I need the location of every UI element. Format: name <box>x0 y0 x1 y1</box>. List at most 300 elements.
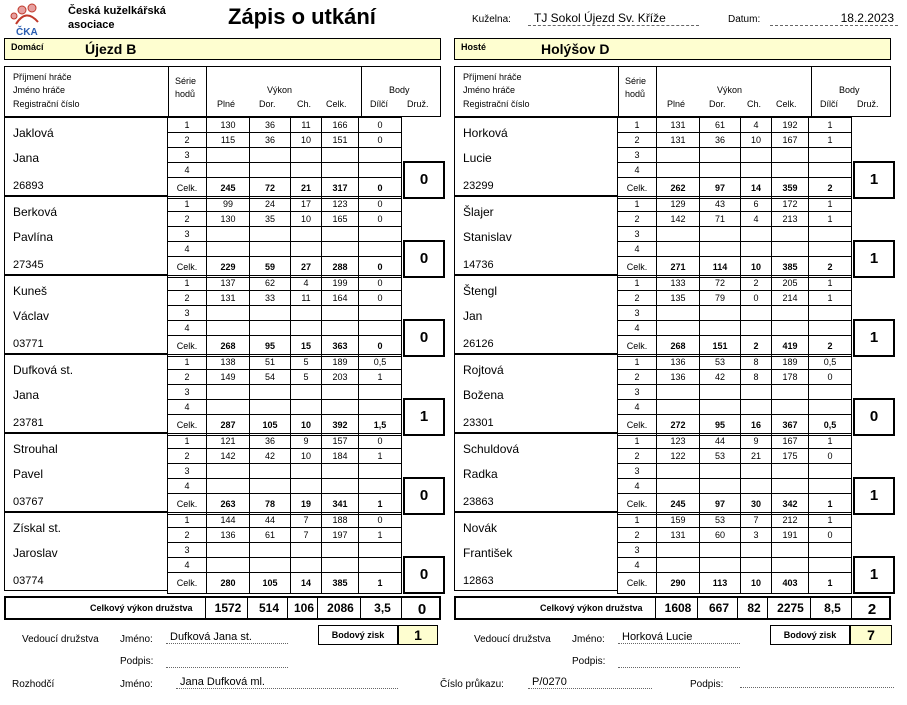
celk-label: Celk. <box>168 257 207 278</box>
series-value <box>772 242 809 257</box>
player-reg-number: 23781 <box>13 417 44 429</box>
series-number: 4 <box>618 242 657 257</box>
home-summary-vline <box>317 598 318 618</box>
total-value: 95 <box>250 336 291 357</box>
referee-name: Jana Dufková ml. <box>176 676 398 689</box>
total-value: 10 <box>741 573 772 594</box>
team-points-box: 1 <box>853 556 895 594</box>
team-points-box: 0 <box>403 240 445 278</box>
datum-value: 18.2.2023 <box>770 11 898 26</box>
series-value <box>291 400 322 415</box>
series-value: 6 <box>741 197 772 212</box>
player-surname: Horková <box>463 126 508 140</box>
series-value <box>657 163 700 178</box>
home-hdr-dilci: Dílčí <box>370 99 388 109</box>
series-number: 2 <box>618 449 657 464</box>
series-value <box>207 558 250 573</box>
series-number: 2 <box>618 291 657 306</box>
series-value <box>291 148 322 163</box>
series-value: 144 <box>207 513 250 528</box>
series-value: 136 <box>657 355 700 370</box>
player-surname: Berková <box>13 205 58 219</box>
series-value <box>700 148 741 163</box>
away-series-table <box>617 196 852 278</box>
series-number: 4 <box>618 163 657 178</box>
series-value: 11 <box>291 291 322 306</box>
series-value: 61 <box>700 118 741 133</box>
series-value <box>207 148 250 163</box>
total-value: 114 <box>700 257 741 278</box>
away-hdr-druz: Druž. <box>857 99 879 109</box>
total-value: 97 <box>700 494 741 515</box>
home-hdr-surname: Příjmení hráče <box>13 72 72 82</box>
series-value: 2 <box>741 276 772 291</box>
series-value: 192 <box>772 118 809 133</box>
total-value: 21 <box>291 178 322 199</box>
series-value: 53 <box>700 449 741 464</box>
home-hdr-vline <box>168 67 169 116</box>
player-reg-number: 26126 <box>463 338 494 350</box>
series-value: 129 <box>657 197 700 212</box>
away-hdr-vykon: Výkon <box>717 85 743 95</box>
series-value: 7 <box>741 513 772 528</box>
home-hdr-firstname: Jméno hráče <box>13 85 66 95</box>
series-value <box>700 306 741 321</box>
player-surname: Štengl <box>463 284 498 298</box>
series-number: 1 <box>618 355 657 370</box>
series-number: 2 <box>618 133 657 148</box>
series-value <box>250 543 291 558</box>
total-value: 78 <box>250 494 291 515</box>
series-value: 167 <box>772 133 809 148</box>
series-number: 4 <box>618 479 657 494</box>
series-value: 189 <box>322 355 359 370</box>
series-value <box>772 227 809 242</box>
series-value: 53 <box>700 355 741 370</box>
celk-label: Celk. <box>618 257 657 278</box>
home-hdr-druz: Druž. <box>407 99 429 109</box>
total-value: 10 <box>291 415 322 436</box>
series-value <box>359 321 402 336</box>
player-firstname: Jan <box>463 309 483 323</box>
kuzelna-value: TJ Sokol Újezd Sv. Kříže <box>528 11 699 26</box>
series-number: 1 <box>618 276 657 291</box>
series-value: 172 <box>772 197 809 212</box>
series-number: 2 <box>618 370 657 385</box>
series-value <box>250 464 291 479</box>
away-hdr-dor: Dor. <box>709 99 726 109</box>
total-value: 0 <box>359 336 402 357</box>
series-value: 165 <box>322 212 359 227</box>
total-value: 367 <box>772 415 809 436</box>
series-value <box>250 227 291 242</box>
home-team-bar <box>4 38 441 60</box>
series-number: 3 <box>168 543 207 558</box>
away-series-table <box>617 512 852 594</box>
series-value: 0 <box>359 212 402 227</box>
series-value <box>741 385 772 400</box>
series-value <box>700 163 741 178</box>
series-number: 4 <box>618 558 657 573</box>
series-value <box>772 558 809 573</box>
series-value: 0 <box>359 118 402 133</box>
series-value <box>741 163 772 178</box>
summary-value: 514 <box>258 601 280 615</box>
celk-label: Celk. <box>618 336 657 357</box>
series-value <box>207 227 250 242</box>
series-number: 4 <box>168 400 207 415</box>
series-value <box>291 163 322 178</box>
series-number: 1 <box>168 434 207 449</box>
summary-value: 2 <box>867 601 877 618</box>
series-value: 61 <box>250 528 291 543</box>
series-value <box>772 385 809 400</box>
total-value: 10 <box>741 257 772 278</box>
series-value <box>700 558 741 573</box>
summary-value: 2086 <box>327 601 354 615</box>
home-series-table <box>167 196 402 278</box>
home-player-cell <box>4 433 168 512</box>
player-firstname: Pavel <box>13 467 44 481</box>
series-value <box>322 464 359 479</box>
home-summary-vline <box>360 598 361 618</box>
series-value <box>700 227 741 242</box>
celk-label: Celk. <box>168 178 207 199</box>
total-value: 359 <box>772 178 809 199</box>
series-value: 136 <box>657 370 700 385</box>
player-firstname: Jaroslav <box>13 546 58 560</box>
series-value: 0 <box>359 133 402 148</box>
series-value: 7 <box>291 513 322 528</box>
away-sign-line <box>618 656 740 668</box>
series-value <box>657 385 700 400</box>
total-value: 245 <box>207 178 250 199</box>
series-value <box>291 227 322 242</box>
home-series-table <box>167 117 402 199</box>
away-hdr-vline <box>618 67 619 116</box>
total-value: 317 <box>322 178 359 199</box>
away-gain-value: 7 <box>850 625 892 645</box>
total-value: 2 <box>809 336 852 357</box>
series-value: 121 <box>207 434 250 449</box>
home-hdr-hodu: hodů <box>175 89 196 99</box>
series-value: 135 <box>657 291 700 306</box>
celk-label: Celk. <box>618 415 657 436</box>
series-value: 197 <box>322 528 359 543</box>
series-number: 4 <box>168 558 207 573</box>
cka-logo <box>4 2 62 36</box>
series-value: 72 <box>700 276 741 291</box>
series-value: 164 <box>322 291 359 306</box>
series-value <box>291 543 322 558</box>
total-value: 59 <box>250 257 291 278</box>
series-value <box>772 400 809 415</box>
series-number: 3 <box>618 385 657 400</box>
series-value: 17 <box>291 197 322 212</box>
series-value <box>657 558 700 573</box>
series-value: 130 <box>207 212 250 227</box>
total-value: 272 <box>657 415 700 436</box>
total-value: 385 <box>322 573 359 594</box>
series-value <box>809 148 852 163</box>
referee-label: Rozhodčí <box>12 679 55 690</box>
total-value: 0 <box>359 178 402 199</box>
total-value: 262 <box>657 178 700 199</box>
total-value: 0 <box>359 257 402 278</box>
total-value: 268 <box>207 336 250 357</box>
series-value <box>250 242 291 257</box>
series-value <box>359 306 402 321</box>
total-value: 2 <box>809 178 852 199</box>
home-gain-value: 1 <box>398 625 438 645</box>
series-value <box>700 464 741 479</box>
series-value <box>207 242 250 257</box>
total-value: 363 <box>322 336 359 357</box>
series-value <box>809 321 852 336</box>
series-number: 3 <box>168 306 207 321</box>
total-value: 2 <box>809 257 852 278</box>
series-value <box>772 306 809 321</box>
series-value <box>250 479 291 494</box>
org-name <box>68 4 178 32</box>
total-value: 15 <box>291 336 322 357</box>
series-value <box>207 163 250 178</box>
summary-value: 3,5 <box>374 601 391 615</box>
summary-value: 106 <box>293 601 315 615</box>
home-summary-vline <box>247 598 248 618</box>
player-reg-number: 03774 <box>13 575 44 587</box>
series-value <box>291 321 322 336</box>
series-value: 33 <box>250 291 291 306</box>
away-series-table <box>617 275 852 357</box>
series-number: 4 <box>618 321 657 336</box>
away-hdr-hodu: hodů <box>625 89 646 99</box>
home-leader-label: Vedoucí družstva <box>22 634 99 645</box>
series-value: 42 <box>700 370 741 385</box>
away-player-cell <box>454 275 618 354</box>
home-summary-row <box>4 596 441 620</box>
away-name-label: Jméno: <box>572 634 605 645</box>
away-summary-label: Celkový výkon družstva <box>540 603 643 613</box>
team-points-box: 1 <box>853 240 895 278</box>
series-value: 71 <box>700 212 741 227</box>
series-value <box>359 479 402 494</box>
total-value: 392 <box>322 415 359 436</box>
series-value: 36 <box>700 133 741 148</box>
series-value <box>809 558 852 573</box>
series-value <box>657 321 700 336</box>
series-value: 133 <box>657 276 700 291</box>
total-value: 290 <box>657 573 700 594</box>
series-value: 0 <box>359 513 402 528</box>
away-label: Hosté <box>461 42 487 52</box>
away-hdr-celk: Celk. <box>776 99 797 109</box>
series-number: 4 <box>618 400 657 415</box>
series-value: 131 <box>207 291 250 306</box>
player-firstname: Stanislav <box>463 230 512 244</box>
home-hdr-vykon: Výkon <box>267 85 293 95</box>
total-value: 229 <box>207 257 250 278</box>
series-value: 213 <box>772 212 809 227</box>
series-value <box>741 558 772 573</box>
home-series-table <box>167 275 402 357</box>
series-value: 1 <box>809 133 852 148</box>
player-surname: Novák <box>463 521 498 535</box>
team-points-box: 0 <box>403 161 445 199</box>
player-surname: Kuneš <box>13 284 48 298</box>
series-value <box>359 464 402 479</box>
series-value: 8 <box>741 370 772 385</box>
away-summary-vline <box>851 598 852 618</box>
series-value <box>322 227 359 242</box>
series-number: 3 <box>168 464 207 479</box>
series-value: 0 <box>359 434 402 449</box>
celk-label: Celk. <box>168 415 207 436</box>
series-value: 178 <box>772 370 809 385</box>
series-value: 0 <box>809 528 852 543</box>
player-reg-number: 23299 <box>463 180 494 192</box>
series-value <box>291 479 322 494</box>
series-number: 2 <box>618 528 657 543</box>
series-value <box>657 148 700 163</box>
player-firstname: Pavlína <box>13 230 54 244</box>
series-value: 11 <box>291 118 322 133</box>
series-value <box>322 479 359 494</box>
total-value: 271 <box>657 257 700 278</box>
series-number: 2 <box>168 449 207 464</box>
player-reg-number: 14736 <box>463 259 494 271</box>
series-number: 2 <box>618 212 657 227</box>
series-value <box>741 227 772 242</box>
series-value <box>657 464 700 479</box>
player-surname: Dufková st. <box>13 363 74 377</box>
series-value: 1 <box>809 197 852 212</box>
series-value <box>250 321 291 336</box>
series-value: 0 <box>809 449 852 464</box>
series-value: 36 <box>250 133 291 148</box>
series-value <box>291 306 322 321</box>
home-player-cell <box>4 512 168 591</box>
series-value <box>250 385 291 400</box>
total-value: 16 <box>741 415 772 436</box>
away-player-cell <box>454 512 618 591</box>
series-value <box>809 227 852 242</box>
series-value: 10 <box>741 133 772 148</box>
total-value: 0,5 <box>809 415 852 436</box>
away-series-table <box>617 354 852 436</box>
series-number: 3 <box>168 385 207 400</box>
series-number: 1 <box>168 513 207 528</box>
series-value: 10 <box>291 449 322 464</box>
total-value: 105 <box>250 573 291 594</box>
series-value: 44 <box>250 513 291 528</box>
series-value: 131 <box>657 118 700 133</box>
series-value <box>700 321 741 336</box>
series-number: 2 <box>168 370 207 385</box>
series-value: 1 <box>809 118 852 133</box>
away-hdr-ch: Ch. <box>747 99 762 109</box>
series-value: 7 <box>291 528 322 543</box>
series-value: 175 <box>772 449 809 464</box>
series-value <box>359 543 402 558</box>
series-value <box>741 464 772 479</box>
player-surname: Strouhal <box>13 442 58 456</box>
away-series-table <box>617 433 852 515</box>
series-value: 10 <box>291 133 322 148</box>
series-value: 51 <box>250 355 291 370</box>
player-reg-number: 23863 <box>463 496 494 508</box>
away-sign-label: Podpis: <box>572 656 606 667</box>
total-value: 30 <box>741 494 772 515</box>
series-value <box>657 479 700 494</box>
series-value <box>359 227 402 242</box>
series-value <box>359 558 402 573</box>
series-value <box>207 385 250 400</box>
away-hdr-body: Body <box>839 85 860 95</box>
series-value: 21 <box>741 449 772 464</box>
team-points-box: 1 <box>853 477 895 515</box>
series-value <box>250 148 291 163</box>
total-value: 268 <box>657 336 700 357</box>
celk-label: Celk. <box>618 494 657 515</box>
away-hdr-surname: Příjmení hráče <box>463 72 522 82</box>
series-value: 0 <box>359 197 402 212</box>
series-value <box>322 385 359 400</box>
team-points-box: 0 <box>853 398 895 436</box>
series-value: 203 <box>322 370 359 385</box>
series-value <box>657 242 700 257</box>
away-summary-row <box>454 596 891 620</box>
player-firstname: Václav <box>13 309 50 323</box>
series-value <box>657 543 700 558</box>
series-value: 36 <box>250 434 291 449</box>
series-number: 3 <box>618 227 657 242</box>
celk-label: Celk. <box>618 178 657 199</box>
away-hdr-vline <box>656 67 657 116</box>
team-points-box: 1 <box>403 398 445 436</box>
away-player-cell <box>454 354 618 433</box>
series-value: 4 <box>741 118 772 133</box>
away-hdr-vline <box>811 67 812 116</box>
series-value: 5 <box>291 370 322 385</box>
home-sign-line <box>166 656 288 668</box>
player-firstname: Božena <box>463 388 504 402</box>
home-hdr-vline <box>361 67 362 116</box>
total-value: 1 <box>809 573 852 594</box>
series-value: 3 <box>741 528 772 543</box>
home-hdr-dor: Dor. <box>259 99 276 109</box>
series-value: 4 <box>291 276 322 291</box>
away-player-cell <box>454 117 618 196</box>
celk-label: Celk. <box>168 494 207 515</box>
series-value <box>322 306 359 321</box>
series-value <box>741 242 772 257</box>
series-value <box>207 479 250 494</box>
total-value: 27 <box>291 257 322 278</box>
series-number: 4 <box>168 321 207 336</box>
series-value: 24 <box>250 197 291 212</box>
series-number: 3 <box>618 464 657 479</box>
away-gain-label: Bodový zisk <box>770 625 850 645</box>
referee-sign-line <box>740 676 894 688</box>
series-value: 136 <box>207 528 250 543</box>
celk-label: Celk. <box>618 573 657 594</box>
series-value <box>322 163 359 178</box>
series-value: 8 <box>741 355 772 370</box>
series-value: 1 <box>809 212 852 227</box>
summary-value: 1608 <box>664 601 692 615</box>
series-value: 138 <box>207 355 250 370</box>
